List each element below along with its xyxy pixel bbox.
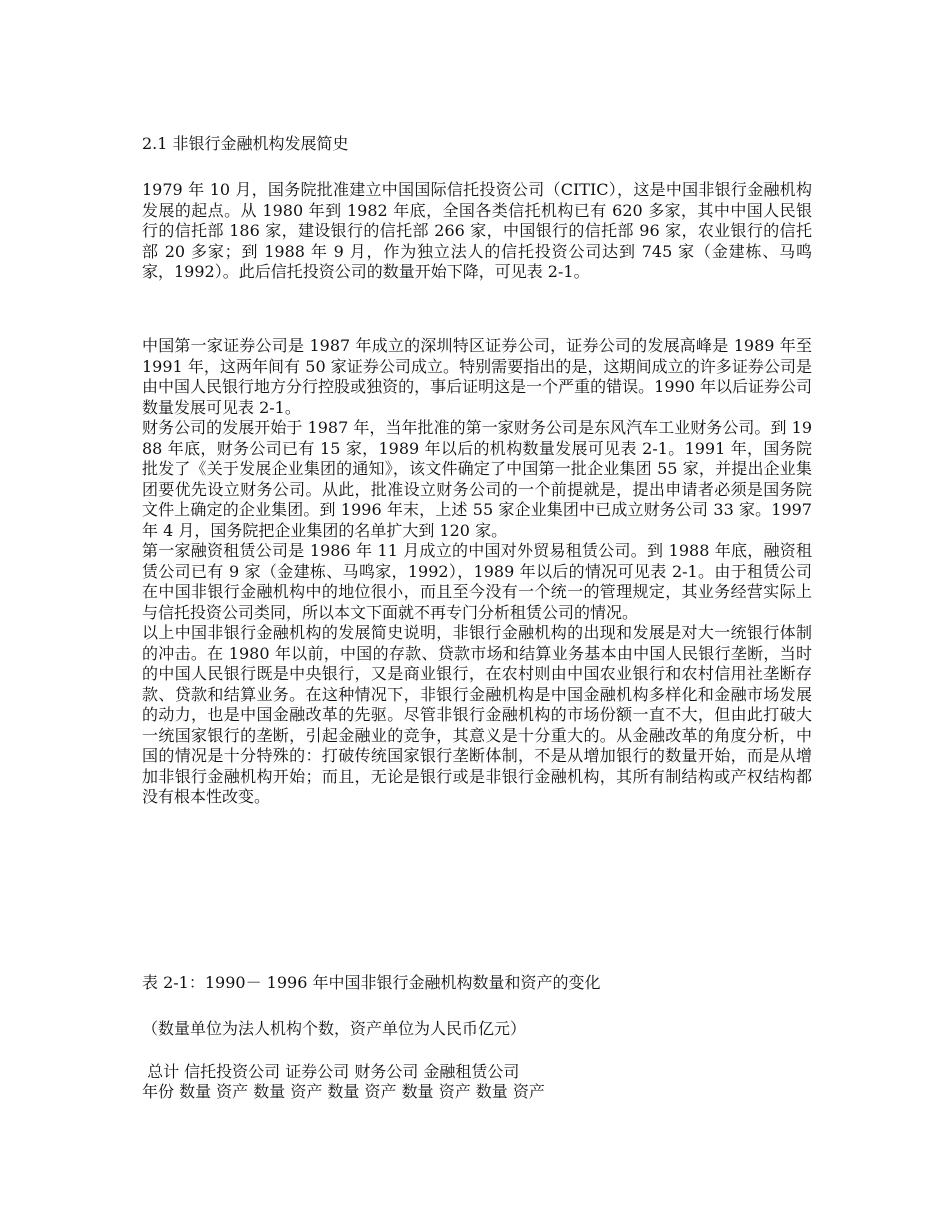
table-caption: 表 2-1：1990－ 1996 年中国非银行金融机构数量和资产的变化 [142,973,601,992]
paragraph-finance-companies: 财务公司的发展开始于 1987 年，当年批准的第一家财务公司是东风汽车工业财务公司。到 1988 年底，财务公司已有 15 家，1989 年以后的机构数量发展可见表 2-1。1991 年，国务院批发了《关于发展企业集团的通知》，该文件确定了中国第一批企业集团 55 家，并提出企业集团要优先设立财务公司。从此，批准设立财务公司的一个前提就是，提出申请者必须是国务院文件上确定的企业集团。到 1996 年末，上述 55 家企业集团中已成立财务公司 33 家。1997 年 4 月，国务院把企业集团的名单扩大到 120 家。 [142,418,812,540]
paragraph-securities-companies: 中国第一家证券公司是 1987 年成立的深圳特区证券公司，证券公司的发展高峰是 1989 年至 1991 年，这两年间有 50 家证券公司成立。特别需要指出的是，这期间成立的许多证券公司是由中国人民银行地方分行控股或独资的，事后证明这是一个严重的错误。1990 年以后证券公司数量发展可见表 2-1。 [142,336,812,417]
section-title: 2.1 非银行金融机构发展简史 [142,134,349,153]
paragraph-group-2 [142,336,812,808]
table-header-categories: 总计 信托投资公司 证券公司 财务公司 金融租赁公司 [142,1062,520,1081]
paragraph-summary: 以上中国非银行金融机构的发展简史说明，非银行金融机构的出现和发展是对大一统银行体制的冲击。在 1980 年以前，中国的存款、贷款市场和结算业务基本由中国人民银行垄断，当时的中国人民银行既是中央银行，又是商业银行，在农村则由中国农业银行和农村信用社垄断存款、贷款和结算业务。在这种情况下，非银行金融机构是中国金融机构多样化和金融市场发展的动力，也是中国金融改革的先驱。尽管非银行金融机构的市场份额一直不大，但由此打破大一统国家银行的垄断，引起金融业的竞争，其意义是十分重大的。从金融改革的角度分析，中国的情况是十分特殊的：打破传统国家银行垄断体制，不是从增加银行的数量开始，而是从增加非银行金融机构开始；而且，无论是银行或是非银行金融机构，其所有制结构或产权结构都没有根本性改变。 [142,623,812,806]
paragraph-trust-companies: 1979 年 10 月，国务院批准建立中国国际信托投资公司（CITIC），这是中国非银行金融机构发展的起点。从 1980 年到 1982 年底，全国各类信托机构已有 620 多家，其中中国人民银行的信托部 186 家，建设银行的信托部 266 家，中国银行的信托部 96 家，农业银行的信托部 20 多家；到 1988 年 9 月，作为独立法人的信托投资公司达到 745 家（金建栋、马鸣家，1992）。此后信托投资公司的数量开始下降，可见表 2-1。 [142,180,812,281]
paragraph-leasing-companies: 第一家融资租赁公司是 1986 年 11 月成立的中国对外贸易租赁公司。到 1988 年底，融资租赁公司已有 9 家（金建栋、马鸣家，1992），1989 年以后的情况可见表 2-1。由于租赁公司在中国非银行金融机构中的地位很小，而且至今没有一个统一的管理规定，其业务经营实际上与信托投资公司类同，所以本文下面就不再专门分析租赁公司的情况。 [142,541,812,622]
table-unit-note: （数量单位为法人机构个数，资产单位为人民币亿元） [142,1019,527,1038]
paragraph-group-1 [142,180,812,283]
table-header-columns: 年份 数量 资产 数量 资产 数量 资产 数量 资产 数量 资产 [142,1082,545,1101]
